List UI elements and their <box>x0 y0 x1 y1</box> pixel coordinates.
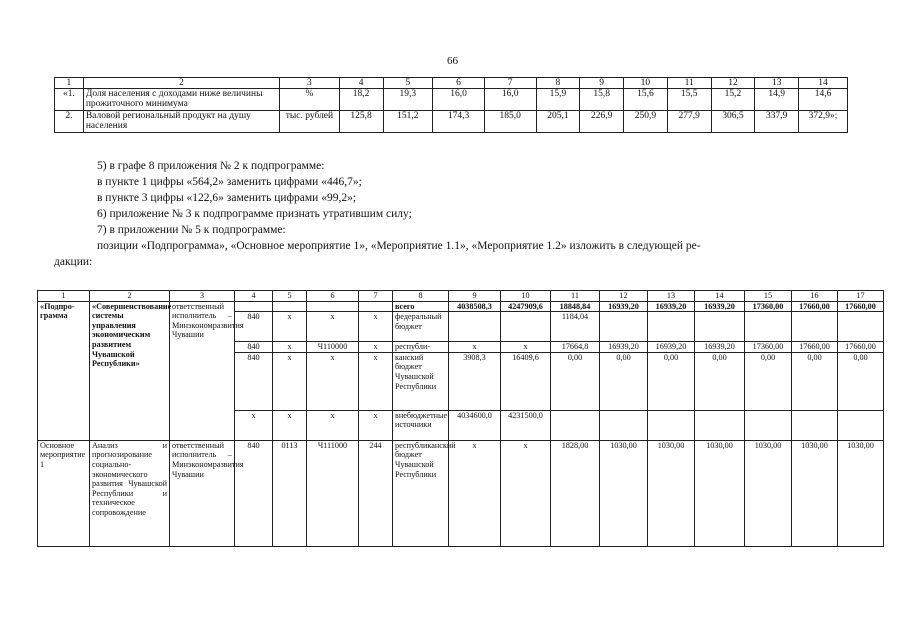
table-cell: 372,9»; <box>799 111 848 133</box>
table-cell: Доля населения с доходами ниже величины прожиточного минимума <box>83 89 279 111</box>
header-cell: 17 <box>838 291 884 302</box>
table-cell <box>838 410 884 440</box>
table-cell: 1030,00 <box>745 440 792 546</box>
paragraph: 6) приложение № 3 к подпрограмме признать утратившим силу; <box>97 208 412 220</box>
table-cell: 16939,20 <box>695 301 745 312</box>
table-cell <box>600 312 648 342</box>
table-cell: 0,00 <box>695 352 745 410</box>
table-cell: 15,6 <box>624 89 668 111</box>
page-number: 66 <box>447 55 458 67</box>
table-cell: 18848,84 <box>551 301 600 312</box>
table-cell: x <box>235 410 273 440</box>
table-cell: тыс. рублей <box>280 111 340 133</box>
table-cell: 1030,00 <box>600 440 648 546</box>
table-cell: 17360,00 <box>745 342 792 353</box>
program-table <box>37 290 884 547</box>
header-cell: 13 <box>755 78 799 89</box>
table-row <box>55 111 848 133</box>
table-cell <box>648 410 695 440</box>
header-cell: 13 <box>648 291 695 302</box>
table-cell: 3908,3 <box>449 352 501 410</box>
table-cell: 226,9 <box>580 111 624 133</box>
table-cell: 0,00 <box>648 352 695 410</box>
table-cell: 1030,00 <box>792 440 838 546</box>
header-cell: 7 <box>484 78 536 89</box>
table-cell: 0,00 <box>600 352 648 410</box>
header-cell: 3 <box>280 78 340 89</box>
table-cell: 15,5 <box>667 89 711 111</box>
table-cell: 4231500,0 <box>501 410 551 440</box>
table-cell: x <box>501 342 551 353</box>
table-header-row <box>38 291 884 302</box>
table-cell: республиканский бюджет Чувашской Республики <box>393 440 449 546</box>
table-cell: x <box>359 410 393 440</box>
table-cell: x <box>273 352 307 410</box>
table-cell: 16939,20 <box>648 342 695 353</box>
paragraph: в пункте 3 цифры «122,6» заменить цифрами «99,2»; <box>97 192 357 204</box>
table-cell: Ч110000 <box>307 342 359 353</box>
table-cell: 244 <box>359 440 393 546</box>
table-cell <box>792 312 838 342</box>
paragraph: позиции «Подпрограмма», «Основное мероприятие 1», «Мероприятие 1.1», «Мероприятие 1.2» изложить в следующей ре- <box>97 240 701 252</box>
table-cell: x <box>273 312 307 342</box>
table-cell <box>551 410 600 440</box>
table-cell: 1030,00 <box>648 440 695 546</box>
table-cell: 0113 <box>273 440 307 546</box>
header-cell: 10 <box>501 291 551 302</box>
table-cell: 14,9 <box>755 89 799 111</box>
paragraph: 5) в графе 8 приложения № 2 к подпрограмме: <box>97 160 325 172</box>
header-cell: 5 <box>273 291 307 302</box>
table-cell: 840 <box>235 440 273 546</box>
table-cell: 15,8 <box>580 89 624 111</box>
table-cell: 16939,20 <box>695 342 745 353</box>
table-cell: 337,9 <box>755 111 799 133</box>
table-cell: 277,9 <box>667 111 711 133</box>
table-cell: % <box>280 89 340 111</box>
header-cell: 1 <box>55 78 84 89</box>
table-cell: федеральный бюджет <box>393 312 449 342</box>
paragraph: 7) в приложении № 5 к подпрограмме: <box>97 224 286 236</box>
table-cell: x <box>307 312 359 342</box>
header-cell: 7 <box>359 291 393 302</box>
table-cell: 18,2 <box>339 89 383 111</box>
table-cell <box>695 410 745 440</box>
table-row <box>38 301 884 312</box>
table-cell: 125,8 <box>339 111 383 133</box>
table-cell <box>648 312 695 342</box>
table-cell: 4247909,6 <box>501 301 551 312</box>
header-cell: 9 <box>580 78 624 89</box>
table-cell: 17664,8 <box>551 342 600 353</box>
table-cell: «Совершенствование системы управления экономическим развитием Чувашской Республики» <box>90 301 170 440</box>
table-cell: 17660,00 <box>792 342 838 353</box>
header-cell: 12 <box>711 78 755 89</box>
table-row <box>55 89 848 111</box>
header-cell: 2 <box>83 78 279 89</box>
table-cell: ответственный исполнитель – Минэкономразвития Чувашии <box>170 440 235 546</box>
table-cell: канский бюджет Чувашской Республики <box>393 352 449 410</box>
table-cell: 4038508,3 <box>449 301 501 312</box>
table-cell: 840 <box>235 342 273 353</box>
table-cell: республи- <box>393 342 449 353</box>
header-cell: 5 <box>383 78 433 89</box>
table-cell: 0,00 <box>838 352 884 410</box>
table-cell: «1. <box>55 89 84 111</box>
table-cell: 151,2 <box>383 111 433 133</box>
table-cell: x <box>501 440 551 546</box>
table-cell: x <box>359 342 393 353</box>
table-cell: 0,00 <box>551 352 600 410</box>
header-cell: 14 <box>695 291 745 302</box>
table-cell: внебюджетные источники <box>393 410 449 440</box>
table-cell: 19,3 <box>383 89 433 111</box>
table-cell: x <box>359 312 393 342</box>
table-cell: 1030,00 <box>695 440 745 546</box>
header-cell: 6 <box>433 78 485 89</box>
table-cell: Основное мероприятие 1 <box>38 440 90 546</box>
table-cell: 1030,00 <box>838 440 884 546</box>
table-cell: x <box>273 342 307 353</box>
table-cell: 1184,04 <box>551 312 600 342</box>
header-cell: 8 <box>536 78 580 89</box>
paragraph: в пункте 1 цифры «564,2» заменить цифрами «446,7»; <box>97 176 362 188</box>
table-cell: 4034600,0 <box>449 410 501 440</box>
header-cell: 11 <box>551 291 600 302</box>
table-cell: 2. <box>55 111 84 133</box>
table-cell: x <box>449 342 501 353</box>
table-cell: x <box>307 410 359 440</box>
table-cell <box>745 410 792 440</box>
table-cell: Анализ и прогнозирование социально-экономического развития Чувашской Республики и техническое сопровождение <box>90 440 170 546</box>
table-cell: 840 <box>235 352 273 410</box>
table-cell: 17660,00 <box>838 301 884 312</box>
table-cell: 14,6 <box>799 89 848 111</box>
table-cell: ответственный исполнитель – Минэкономразвития Чувашии <box>170 301 235 440</box>
table-cell: x <box>273 410 307 440</box>
table-cell: «Подпро-грамма <box>38 301 90 440</box>
header-cell: 15 <box>745 291 792 302</box>
table-cell: 205,1 <box>536 111 580 133</box>
table-cell <box>501 312 551 342</box>
table-cell: Валовой региональный продукт на душу населения <box>83 111 279 133</box>
table-cell <box>273 301 307 312</box>
table-cell: 17660,00 <box>792 301 838 312</box>
table-cell: 306,5 <box>711 111 755 133</box>
table-cell <box>792 410 838 440</box>
header-cell: 10 <box>624 78 668 89</box>
table-cell: 16,0 <box>433 89 485 111</box>
table-cell: всего <box>393 301 449 312</box>
table-cell: 16939,20 <box>600 301 648 312</box>
header-cell: 2 <box>90 291 170 302</box>
indicator-table <box>54 77 848 133</box>
header-cell: 11 <box>667 78 711 89</box>
table-cell: 16,0 <box>484 89 536 111</box>
table-cell: 16939,20 <box>648 301 695 312</box>
table-cell <box>307 301 359 312</box>
table-cell: 15,2 <box>711 89 755 111</box>
header-cell: 16 <box>792 291 838 302</box>
header-cell: 9 <box>449 291 501 302</box>
header-cell: 4 <box>339 78 383 89</box>
table-cell: 0,00 <box>745 352 792 410</box>
header-cell: 12 <box>600 291 648 302</box>
table-cell: 16409,6 <box>501 352 551 410</box>
table-cell <box>745 312 792 342</box>
table-cell: 17360,00 <box>745 301 792 312</box>
header-cell: 14 <box>799 78 848 89</box>
table-cell <box>600 410 648 440</box>
header-cell: 6 <box>307 291 359 302</box>
table-cell: 0,00 <box>792 352 838 410</box>
table-cell <box>359 301 393 312</box>
table-cell <box>235 301 273 312</box>
header-cell: 4 <box>235 291 273 302</box>
table-cell: 174,3 <box>433 111 485 133</box>
table-row <box>38 440 884 546</box>
table-cell <box>695 312 745 342</box>
table-cell: 250,9 <box>624 111 668 133</box>
table-header-row <box>55 78 848 89</box>
table-cell <box>838 312 884 342</box>
paragraph: дакции: <box>54 256 93 268</box>
table-cell: Ч111000 <box>307 440 359 546</box>
header-cell: 1 <box>38 291 90 302</box>
table-cell: 840 <box>235 312 273 342</box>
table-cell: 17660,00 <box>838 342 884 353</box>
table-cell: 15,9 <box>536 89 580 111</box>
header-cell: 3 <box>170 291 235 302</box>
table-cell: 1828,00 <box>551 440 600 546</box>
table-cell: 16939,20 <box>600 342 648 353</box>
table-cell: x <box>307 352 359 410</box>
table-cell: x <box>449 440 501 546</box>
header-cell: 8 <box>393 291 449 302</box>
table-cell <box>449 312 501 342</box>
table-cell: 185,0 <box>484 111 536 133</box>
table-cell: x <box>359 352 393 410</box>
